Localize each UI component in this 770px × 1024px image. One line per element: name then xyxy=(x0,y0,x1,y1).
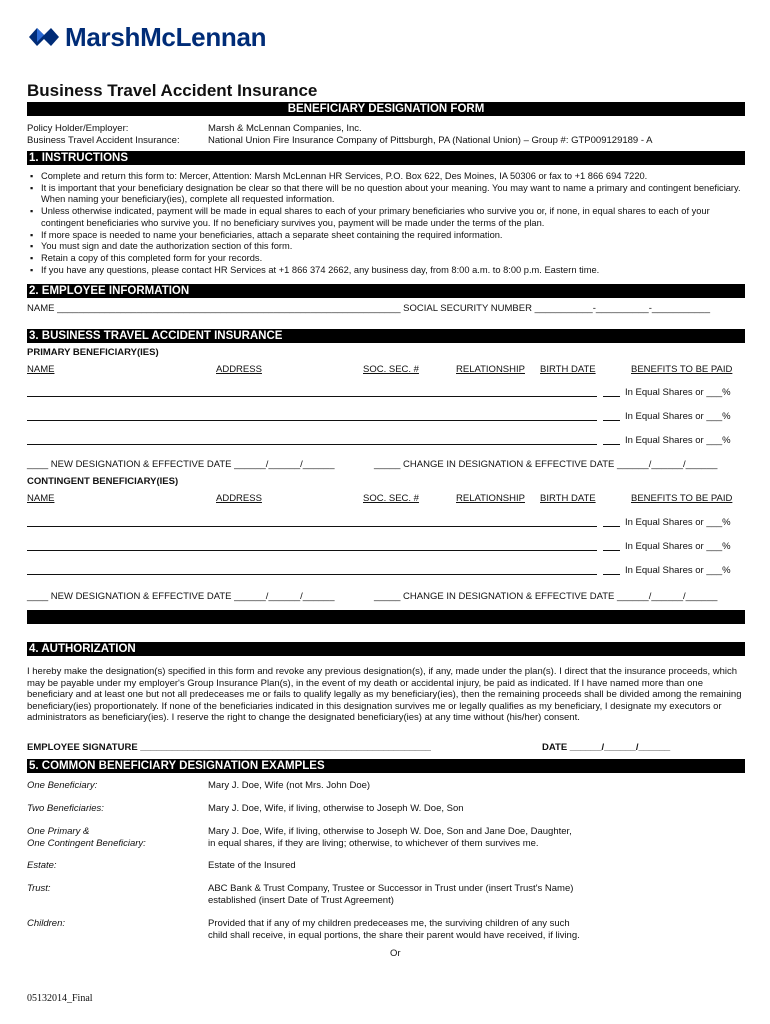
primary-change-designation[interactable]: _____ CHANGE IN DESIGNATION & EFFECTIVE DATE ______/______/______ xyxy=(374,459,718,470)
example-text: in equal shares, if they are living; otherwise, to whichever of them survives me. xyxy=(208,838,539,849)
example-text: child shall receive, in equal portions, the share their parent would have received, if living. xyxy=(208,930,580,941)
example-label: One Primary & xyxy=(27,826,90,837)
contingent-change-designation[interactable]: _____ CHANGE IN DESIGNATION & EFFECTIVE DATE ______/______/______ xyxy=(374,591,718,602)
example-text: Mary J. Doe, Wife (not Mrs. John Doe) xyxy=(208,780,371,791)
percent-line xyxy=(603,574,620,575)
col-benefits: BENEFITS TO BE PAID xyxy=(631,364,733,375)
percent-line xyxy=(603,444,620,445)
example-text: Estate of the Insured xyxy=(208,860,296,871)
policy-holder-label: Policy Holder/Employer: xyxy=(27,123,129,134)
entry-line xyxy=(27,526,597,527)
percent-line xyxy=(603,396,620,397)
shares-text: In Equal Shares or ___% xyxy=(625,517,731,528)
list-item: ▪ Unless otherwise indicated, payment will be made in equal shares to each of your primary beneficiaries who survive you or, if none, in equal shares to each of your contingent beneficiaries who survive you. If no beneficiary survives you, payment will be made under the terms of the plan. xyxy=(27,206,743,229)
policy-holder-value: Marsh & McLennan Companies, Inc. xyxy=(208,123,362,134)
example-label: Trust: xyxy=(27,883,51,894)
section-employee-title: 2. EMPLOYEE INFORMATION xyxy=(27,284,745,298)
example-text: Provided that if any of my children predeceases me, the surviving children of any such xyxy=(208,918,570,929)
col-ssn: SOC. SEC. # xyxy=(363,364,419,375)
percent-line xyxy=(603,420,620,421)
primary-beneficiary-label: PRIMARY BENEFICIARY(IES) xyxy=(27,347,159,358)
primary-beneficiary-row[interactable] xyxy=(27,411,745,423)
instructions-list xyxy=(27,171,743,276)
list-item: ▪ It is important that your beneficiary designation be clear so that there will be no question about your meaning. You may want to name a primary and contingent beneficiary. When naming your beneficiary(ies), complete all requested information. xyxy=(27,183,743,206)
primary-beneficiary-row[interactable] xyxy=(27,435,745,447)
shares-text: In Equal Shares or ___% xyxy=(625,541,731,552)
example-label: One Contingent Beneficiary: xyxy=(27,838,146,849)
section-instructions-title: 1. INSTRUCTIONS xyxy=(27,151,745,165)
example-label: Estate: xyxy=(27,860,57,871)
contingent-beneficiary-row[interactable] xyxy=(27,541,745,553)
example-text: Mary J. Doe, Wife, if living, otherwise to Joseph W. Doe, Son xyxy=(208,803,464,814)
col-relationship: RELATIONSHIP xyxy=(456,493,525,504)
list-item: ▪ Retain a copy of this completed form for your records. xyxy=(27,253,743,265)
col-relationship: RELATIONSHIP xyxy=(456,364,525,375)
authorization-text: I hereby make the designation(s) specified in this form and revoke any previous designation(s), if any, made under the plan(s). I direct that the insurance proceeds, which may be payable under my employer's Group Insurance Plan(s), in the event of my death or accidental injury, be paid as indicated. If I have named more than one beneficiary and at least one but not all predeceases me or fails to qualify legally as my beneficiary(ies), then the remaining proceeds shall be divided among the remaining beneficiary(ies) proportionately. If none of the beneficiaries indicated in this designation survives me or legally qualifies as my beneficiary, I designate my executors or administrators as beneficiary(ies). I reserve the right to change the designated beneficiary(ies) at any time without (his/her) consent. xyxy=(27,666,742,724)
example-label: Two Beneficiaries: xyxy=(27,803,104,814)
employee-name-ssn-field[interactable]: NAME _________________________________________________________________ SOCIAL SECURITY NUMBER ___________-__________-___________ xyxy=(27,303,710,314)
list-item: ▪ If more space is needed to name your beneficiaries, attach a separate sheet containing the required information. xyxy=(27,230,743,242)
col-name: NAME xyxy=(27,493,55,504)
shares-text: In Equal Shares or ___% xyxy=(625,411,731,422)
contingent-beneficiary-row[interactable] xyxy=(27,565,745,577)
section-examples-title: 5. COMMON BENEFICIARY DESIGNATION EXAMPLES xyxy=(27,759,745,773)
entry-line xyxy=(27,444,597,445)
col-ssn: SOC. SEC. # xyxy=(363,493,419,504)
or-text: Or xyxy=(390,948,401,959)
contingent-beneficiary-label: CONTINGENT BENEFICIARY(IES) xyxy=(27,476,179,487)
list-item: ▪ You must sign and date the authorization section of this form. xyxy=(27,241,743,253)
logo-mark-icon xyxy=(27,25,61,49)
employee-signature-field[interactable]: EMPLOYEE SIGNATURE _______________________________________________________ xyxy=(27,742,431,753)
section-authorization-title: 4. AUTHORIZATION xyxy=(27,642,745,656)
shares-text: In Equal Shares or ___% xyxy=(625,435,731,446)
col-birth-date: BIRTH DATE xyxy=(540,493,596,504)
entry-line xyxy=(27,396,597,397)
example-text: established (insert Date of Trust Agreement) xyxy=(208,895,394,906)
section-bta-title: 3. BUSINESS TRAVEL ACCIDENT INSURANCE xyxy=(27,329,745,343)
primary-new-designation[interactable]: ____ NEW DESIGNATION & EFFECTIVE DATE ______/______/______ xyxy=(27,459,335,470)
col-address: ADDRESS xyxy=(216,493,262,504)
list-item: ▪ Complete and return this form to: Mercer, Attention: Marsh McLennan HR Services, P.O. Box 622, Des Moines, IA 50306 or fax to +1 866 694 7220. xyxy=(27,171,743,183)
col-benefits: BENEFITS TO BE PAID xyxy=(631,493,733,504)
col-birth-date: BIRTH DATE xyxy=(540,364,596,375)
percent-line xyxy=(603,550,620,551)
signature-date-field[interactable]: DATE ______/______/______ xyxy=(542,742,671,753)
shares-text: In Equal Shares or ___% xyxy=(625,565,731,576)
example-label: One Beneficiary: xyxy=(27,780,98,791)
entry-line xyxy=(27,550,597,551)
insurance-value: National Union Fire Insurance Company of Pittsburgh, PA (National Union) – Group #: GTP009129189 - A xyxy=(208,135,653,146)
footer-version: 05132014_Final xyxy=(27,993,93,1004)
document-title: Business Travel Accident Insurance xyxy=(27,81,318,100)
example-label: Children: xyxy=(27,918,66,929)
percent-line xyxy=(603,526,620,527)
col-address: ADDRESS xyxy=(216,364,262,375)
col-name: NAME xyxy=(27,364,55,375)
entry-line xyxy=(27,420,597,421)
example-text: ABC Bank & Trust Company, Trustee or Successor in Trust under (insert Trust's Name) xyxy=(208,883,574,894)
insurance-label: Business Travel Accident Insurance: xyxy=(27,135,180,146)
section-divider-bar xyxy=(27,610,745,624)
brand-name: MarshMcLennan xyxy=(65,21,267,52)
contingent-new-designation[interactable]: ____ NEW DESIGNATION & EFFECTIVE DATE ______/______/______ xyxy=(27,591,335,602)
primary-beneficiary-row[interactable] xyxy=(27,387,745,399)
logo xyxy=(27,22,266,52)
form-title-bar: BENEFICIARY DESIGNATION FORM xyxy=(27,102,745,116)
list-item: ▪ If you have any questions, please contact HR Services at +1 866 374 2662, any business day, from 8:00 a.m. to 8:00 p.m. Eastern time. xyxy=(27,265,743,277)
entry-line xyxy=(27,574,597,575)
example-text: Mary J. Doe, Wife, if living, otherwise to Joseph W. Doe, Son and Jane Doe, Daughter, xyxy=(208,826,572,837)
shares-text: In Equal Shares or ___% xyxy=(625,387,731,398)
contingent-beneficiary-row[interactable] xyxy=(27,517,745,529)
